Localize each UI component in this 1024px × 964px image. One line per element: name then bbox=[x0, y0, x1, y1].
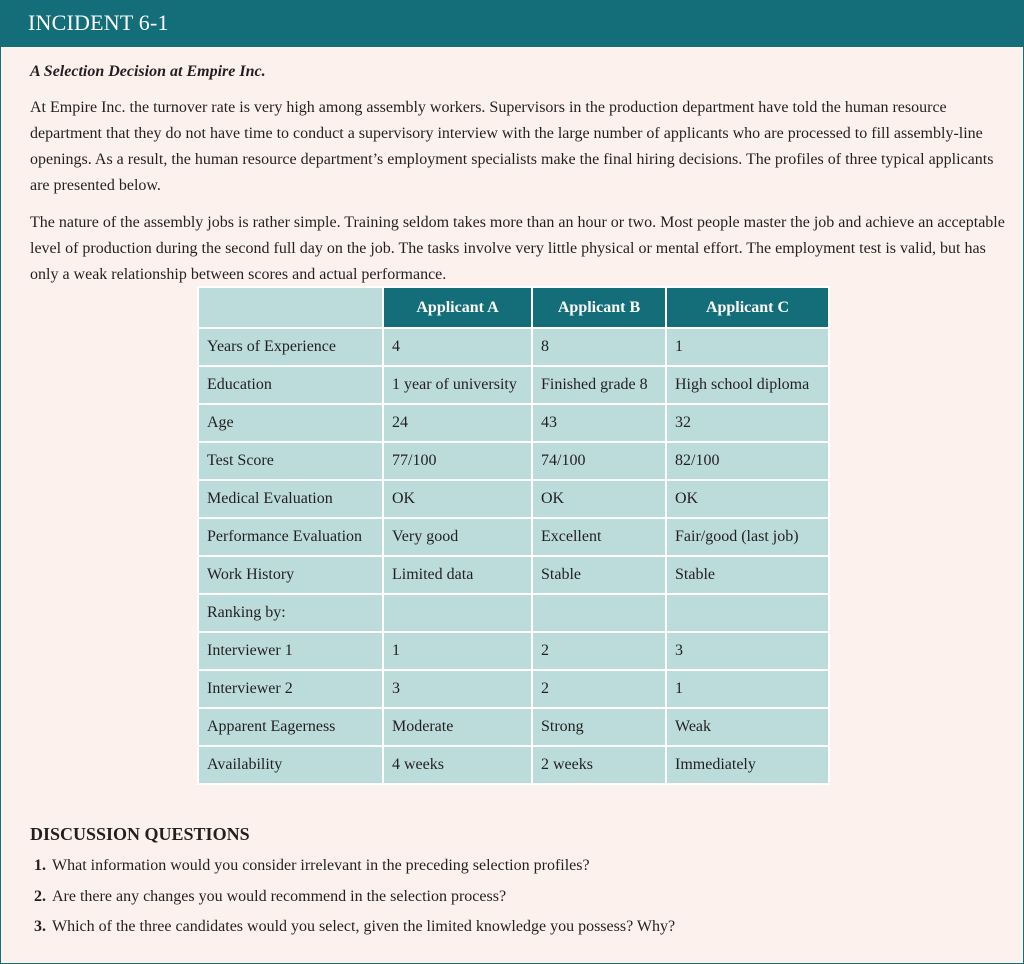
table-cell: Fair/good (last job) bbox=[666, 518, 829, 556]
question-number: 1. bbox=[34, 857, 46, 874]
table-cell: Excellent bbox=[532, 518, 666, 556]
table-cell: 1 bbox=[666, 328, 829, 366]
table-row bbox=[198, 404, 829, 442]
table-cell: 4 weeks bbox=[383, 746, 532, 784]
table-cell bbox=[383, 594, 532, 632]
row-label: Years of Experience bbox=[198, 328, 383, 366]
table-cell: 2 bbox=[532, 670, 666, 708]
table-cell: 2 weeks bbox=[532, 746, 666, 784]
applicant-profiles-table bbox=[197, 286, 830, 785]
table-row bbox=[198, 480, 829, 518]
case-subtitle: A Selection Decision at Empire Inc. bbox=[30, 63, 266, 80]
row-label: Age bbox=[198, 404, 383, 442]
table-cell bbox=[666, 594, 829, 632]
row-label: Test Score bbox=[198, 442, 383, 480]
table-cell: Strong bbox=[532, 708, 666, 746]
row-label: Work History bbox=[198, 556, 383, 594]
table-cell: 3 bbox=[383, 670, 532, 708]
table-cell: Limited data bbox=[383, 556, 532, 594]
table-cell bbox=[532, 594, 666, 632]
column-header: Applicant A bbox=[383, 287, 532, 328]
question-text: Are there any changes you would recommend in the selection process? bbox=[52, 888, 507, 905]
table-cell: 2 bbox=[532, 632, 666, 670]
discussion-question-1 bbox=[34, 857, 590, 875]
table-cell: High school diploma bbox=[666, 366, 829, 404]
table-cell: Finished grade 8 bbox=[532, 366, 666, 404]
table-cell: 74/100 bbox=[532, 442, 666, 480]
table-cell: Immediately bbox=[666, 746, 829, 784]
table-cell: Very good bbox=[383, 518, 532, 556]
question-number: 3. bbox=[34, 918, 46, 935]
row-label: Education bbox=[198, 366, 383, 404]
table-row bbox=[198, 594, 829, 632]
table-row bbox=[198, 556, 829, 594]
table-corner-cell bbox=[198, 287, 383, 328]
discussion-question-3 bbox=[34, 918, 675, 936]
column-header: Applicant C bbox=[666, 287, 829, 328]
table-cell: OK bbox=[532, 480, 666, 518]
table-cell: 1 year of university bbox=[383, 366, 532, 404]
row-label: Interviewer 1 bbox=[198, 632, 383, 670]
table-cell: 82/100 bbox=[666, 442, 829, 480]
row-label: Medical Evaluation bbox=[198, 480, 383, 518]
discussion-question-2 bbox=[34, 888, 506, 906]
table-row bbox=[198, 328, 829, 366]
table-cell: 32 bbox=[666, 404, 829, 442]
table-row bbox=[198, 366, 829, 404]
row-label: Availability bbox=[198, 746, 383, 784]
incident-header bbox=[1, 1, 1023, 47]
table-cell: 4 bbox=[383, 328, 532, 366]
table-cell: 3 bbox=[666, 632, 829, 670]
table-cell: 43 bbox=[532, 404, 666, 442]
row-label: Apparent Eagerness bbox=[198, 708, 383, 746]
row-label: Performance Evaluation bbox=[198, 518, 383, 556]
case-paragraph-1: At Empire Inc. the turnover rate is very high among assembly workers. Supervisors in the production department have told the human resource department that they do not have time to conduct a supervisory interview with the large number of applicants who are processed to fill assembly-line openings. As a result, the human resource department’s employment specialists make the final hiring decisions. The profiles of three typical applicants are presented below. bbox=[30, 99, 994, 194]
table-cell: 77/100 bbox=[383, 442, 532, 480]
table-cell: OK bbox=[383, 480, 532, 518]
table-cell: OK bbox=[666, 480, 829, 518]
row-label: Ranking by: bbox=[198, 594, 383, 632]
table-row bbox=[198, 518, 829, 556]
column-header: Applicant B bbox=[532, 287, 666, 328]
table-header-row bbox=[198, 287, 829, 328]
case-paragraph-2: The nature of the assembly jobs is rather simple. Training seldom takes more than an hour or two. Most people master the job and achieve an acceptable level of production during the second full day on the job. The tasks involve very little physical or mental effort. The employment test is valid, but has only a weak relationship between scores and actual performance. bbox=[30, 214, 1005, 283]
table-cell: 1 bbox=[383, 632, 532, 670]
table-row bbox=[198, 708, 829, 746]
table-row bbox=[198, 746, 829, 784]
table-cell: Stable bbox=[532, 556, 666, 594]
question-text: What information would you consider irrelevant in the preceding selection profiles? bbox=[52, 857, 590, 874]
table-cell: Moderate bbox=[383, 708, 532, 746]
incident-title: INCIDENT 6-1 bbox=[28, 10, 169, 35]
question-number: 2. bbox=[34, 888, 46, 905]
table-cell: 1 bbox=[666, 670, 829, 708]
table-cell: Stable bbox=[666, 556, 829, 594]
table-row bbox=[198, 442, 829, 480]
row-label: Interviewer 2 bbox=[198, 670, 383, 708]
table-cell: 24 bbox=[383, 404, 532, 442]
question-text: Which of the three candidates would you select, given the limited knowledge you possess? Why? bbox=[52, 918, 676, 935]
table-row bbox=[198, 632, 829, 670]
table-row bbox=[198, 670, 829, 708]
discussion-title: DISCUSSION QUESTIONS bbox=[30, 824, 250, 844]
table-cell: Weak bbox=[666, 708, 829, 746]
table-cell: 8 bbox=[532, 328, 666, 366]
